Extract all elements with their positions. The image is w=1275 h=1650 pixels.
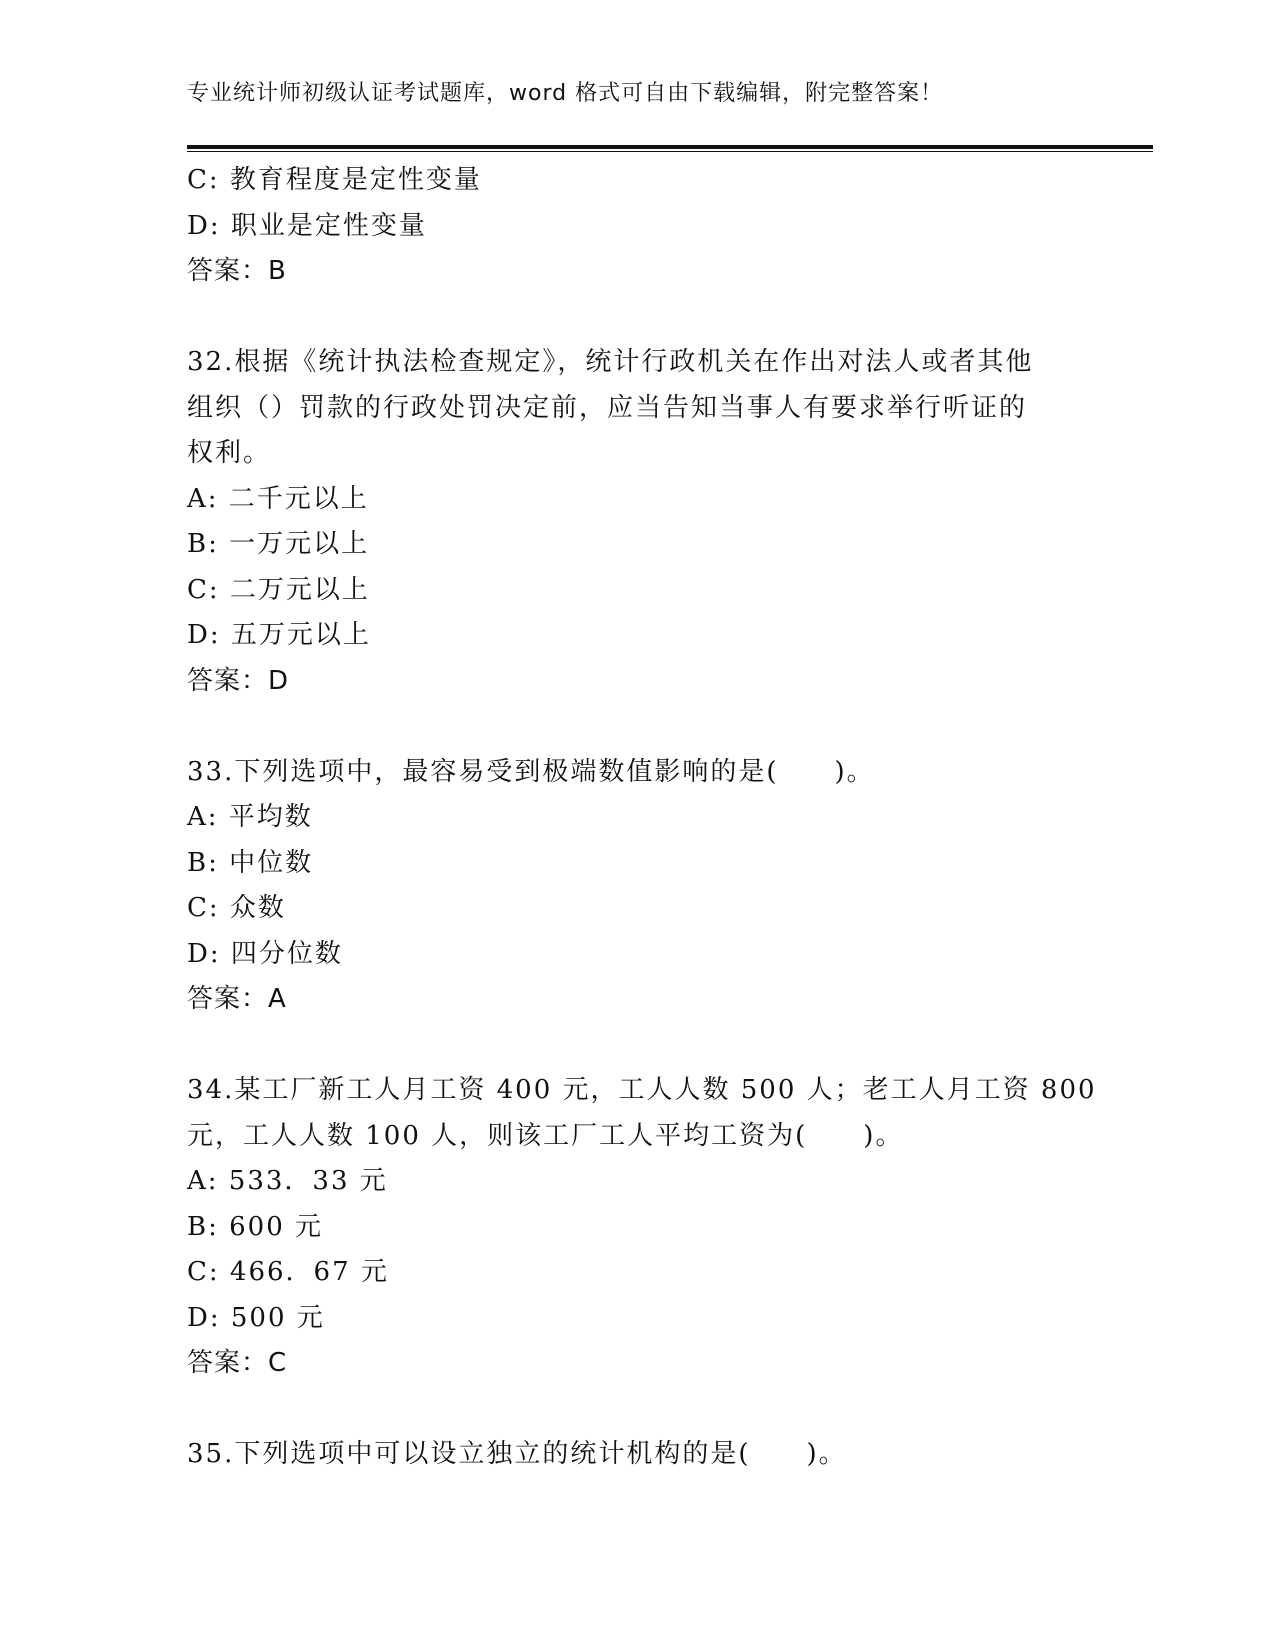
header-rule-thick xyxy=(187,145,1153,149)
question-list xyxy=(187,158,1097,1478)
option-line: D: 四分位数 xyxy=(187,938,343,969)
option-line: D: 500 元 xyxy=(187,1302,325,1333)
blank-line xyxy=(187,704,1087,750)
option-line: A: 二千元以上 xyxy=(187,483,369,514)
option-line: B: 一万元以上 xyxy=(187,529,370,559)
blank-line xyxy=(187,295,1087,341)
option-line: B: 600 元 xyxy=(187,1211,324,1242)
question-text: 32.根据《统计执法检查规定》，统计行政机关在作出对法人或者其他 xyxy=(187,347,1034,377)
option-line: A: 平均数 xyxy=(187,802,313,832)
question-text: 组织（）罚款的行政处罚决定前，应当告知当事人有要求举行听证的 xyxy=(187,392,1028,423)
header-rule-thin xyxy=(187,151,1153,152)
blank-line xyxy=(187,1387,1087,1433)
question-text: 权利。 xyxy=(187,438,272,468)
option-line: C: 教育程度是定性变量 xyxy=(187,165,482,195)
option-line: A: 533．33 元 xyxy=(187,1166,388,1196)
answer-line: 答案：C xyxy=(187,1348,288,1378)
option-line: D: 职业是定性变量 xyxy=(187,210,427,241)
answer-line: 答案：B xyxy=(187,256,287,286)
answer-line: 答案：A xyxy=(187,984,287,1014)
blank-line xyxy=(187,1023,1087,1069)
question-text: 34.某工厂新工人月工资 400 元，工人人数 500 人；老工人月工资 800 xyxy=(187,1075,1097,1105)
answer-line: 答案：D xyxy=(187,665,290,696)
option-line: C: 466．67 元 xyxy=(187,1257,389,1287)
option-line: C: 二万元以上 xyxy=(187,574,370,605)
question-text: 35.下列选项中可以设立独立的统计机构的是( )。 xyxy=(187,1439,847,1469)
question-text: 元，工人人数 100 人，则该工厂工人平均工资为( )。 xyxy=(187,1120,904,1151)
page-header: 专业统计师初级认证考试题库，word 格式可自由下载编辑，附完整答案！ xyxy=(187,81,944,106)
option-line: B: 中位数 xyxy=(187,847,314,878)
question-text: 33.下列选项中，最容易受到极端数值影响的是( )。 xyxy=(187,756,875,787)
option-line: D: 五万元以上 xyxy=(187,620,371,650)
option-line: C: 众数 xyxy=(187,893,286,923)
